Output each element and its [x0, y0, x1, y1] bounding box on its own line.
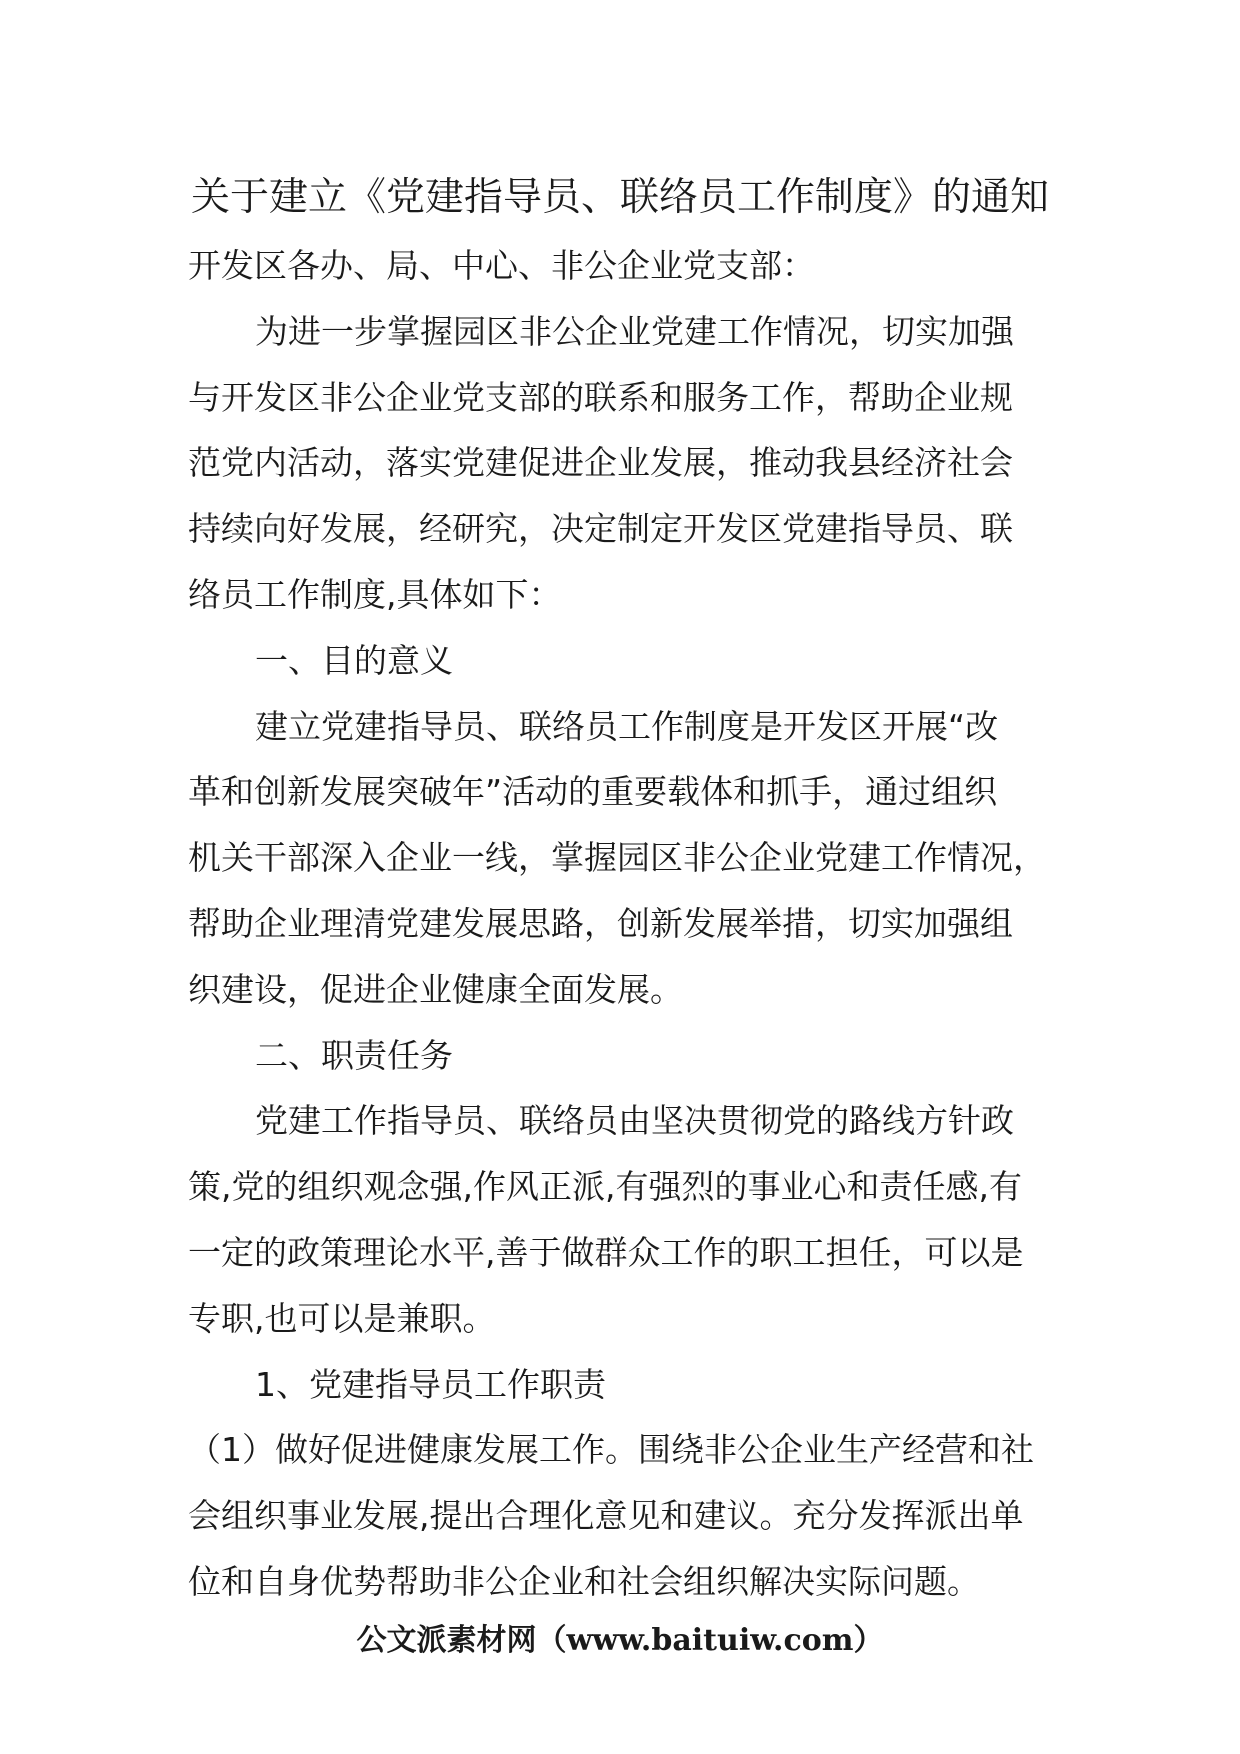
body-line: 会组织事业发展,提出合理化意见和建议。充分发挥派出单 — [188, 1496, 1024, 1536]
body-line: （1）做好促进健康发展工作。围绕非公企业生产经营和社 — [188, 1430, 1034, 1470]
body-line: 策,党的组织观念强,作风正派,有强烈的事业心和责任感,有 — [188, 1167, 1022, 1207]
document-title: 关于建立《党建指导员、联络员工作制度》的通知 — [190, 175, 1049, 220]
body-line: 机关干部深入企业一线，掌握园区非公企业党建工作情况， — [188, 838, 1046, 878]
body-line: 党建工作指导员、联络员由坚决贯彻党的路线方针政 — [255, 1101, 1014, 1141]
body-line: 织建设，促进企业健康全面发展。 — [188, 969, 683, 1009]
body-line: 帮助企业理清党建发展思路，创新发展举措，切实加强组 — [188, 903, 1013, 943]
body-line: 革和创新发展突破年”活动的重要载体和抓手，通过组织 — [188, 772, 998, 812]
subsection-heading: 1、党建指导员工作职责 — [255, 1364, 606, 1404]
body-line: 为进一步掌握园区非公企业党建工作情况，切实加强 — [255, 311, 1014, 351]
body-line: 建立党建指导员、联络员工作制度是开发区开展“改 — [255, 706, 999, 746]
body-line: 位和自身优势帮助非公企业和社会组织解决实际问题。 — [188, 1561, 980, 1601]
body-line: 络员工作制度,具体如下： — [188, 574, 562, 614]
body-line: 开发区各办、局、中心、非公企业党支部： — [188, 246, 815, 285]
footer-watermark: 公文派素材网（www.baituiw.com） — [356, 1623, 884, 1658]
body-line: 专职,也可以是兼职。 — [188, 1298, 496, 1338]
body-line: 持续向好发展，经研究，决定制定开发区党建指导员、联 — [188, 509, 1013, 549]
body-line: 范党内活动，落实党建促进企业发展，推动我县经济社会 — [188, 443, 1013, 483]
document-body — [188, 233, 1058, 1615]
body-line: 一定的政策理论水平,善于做群众工作的职工担任，可以是 — [188, 1232, 1024, 1272]
body-line: 与开发区非公企业党支部的联系和服务工作，帮助企业规 — [188, 377, 1013, 417]
section-heading: 二、职责任务 — [255, 1035, 453, 1075]
section-heading: 一、目的意义 — [255, 640, 453, 680]
